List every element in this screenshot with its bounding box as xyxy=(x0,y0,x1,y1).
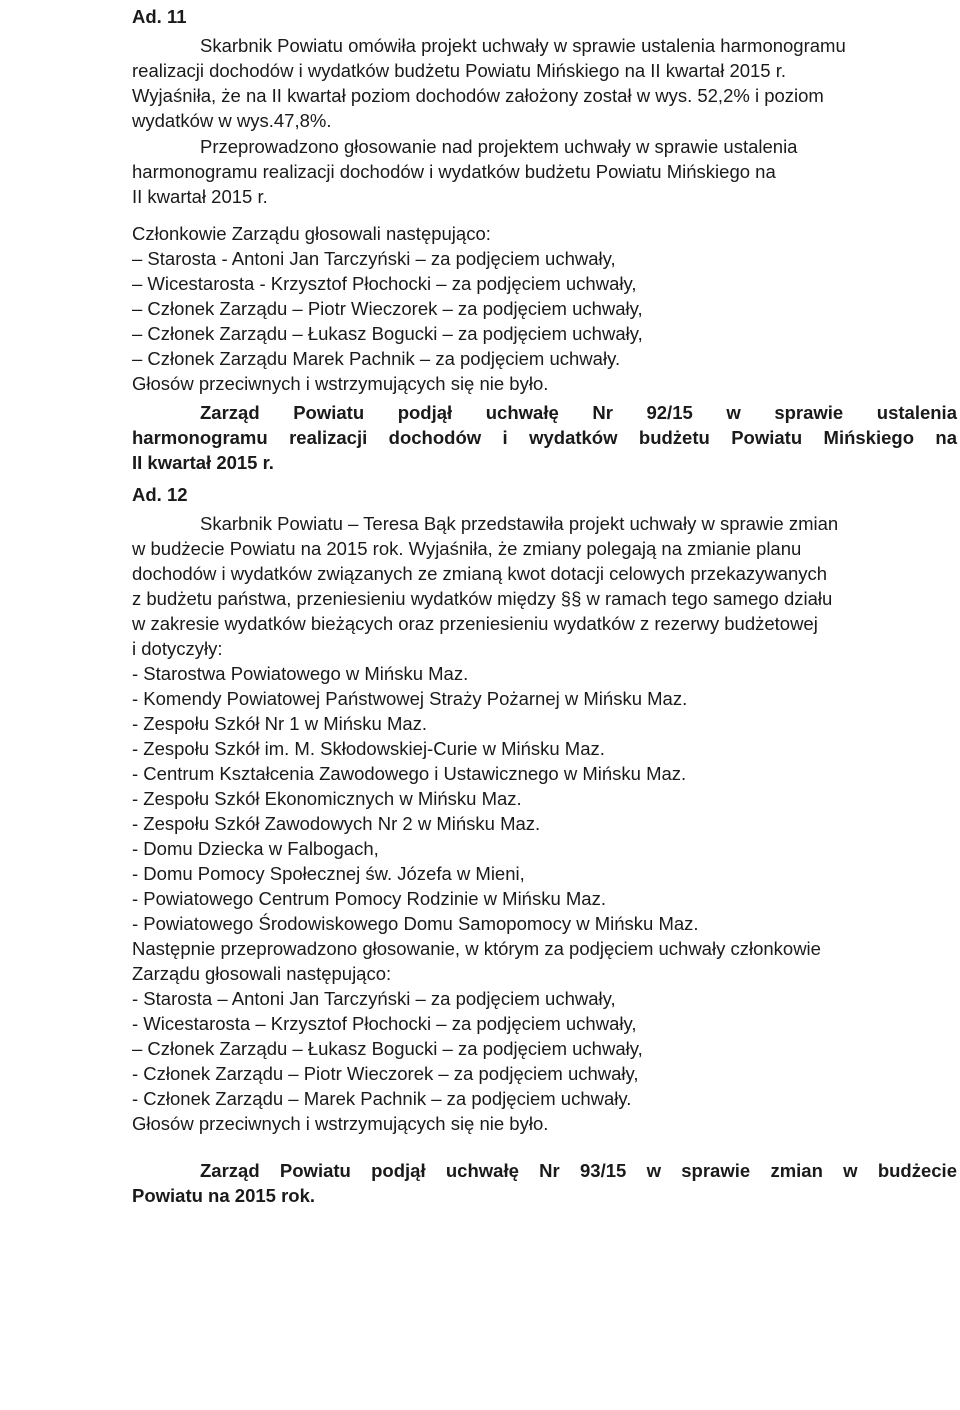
resolution-line: Zarząd Powiatu podjął uchwałę Nr 92/15 w sprawie ustalenia xyxy=(200,402,957,423)
unit-list-item: - Zespołu Szkół im. M. Skłodowskiej-Curie w Mińsku Maz. xyxy=(132,738,605,759)
unit-list-item: - Zespołu Szkół Nr 1 w Mińsku Maz. xyxy=(132,713,428,734)
unit-list-item: - Starostwa Powiatowego w Mińsku Maz. xyxy=(132,663,469,684)
paragraph-line: Przeprowadzono głosowanie nad projektem uchwały w sprawie ustalenia xyxy=(200,136,798,157)
section-heading-ad-11: Ad. 11 xyxy=(132,6,187,27)
paragraph-line: harmonogramu realizacji dochodów i wydatków budżetu Powiatu Mińskiego na xyxy=(132,161,776,182)
paragraph-line: wydatków w wys.47,8%. xyxy=(132,110,332,131)
vote-line: – Wicestarosta - Krzysztof Płochocki – za podjęciem uchwały, xyxy=(132,273,637,294)
vote-line: - Członek Zarządu – Piotr Wieczorek – za podjęciem uchwały, xyxy=(132,1063,639,1084)
resolution-line: harmonogramu realizacji dochodów i wydatków budżetu Powiatu Mińskiego na xyxy=(132,427,957,448)
unit-list-item: - Zespołu Szkół Ekonomicznych w Mińsku Maz. xyxy=(132,788,522,809)
vote-line: – Członek Zarządu – Łukasz Bogucki – za podjęciem uchwały, xyxy=(132,323,643,344)
no-against-votes: Głosów przeciwnych i wstrzymujących się nie było. xyxy=(132,373,549,394)
unit-list-item: - Zespołu Szkół Zawodowych Nr 2 w Mińsku Maz. xyxy=(132,813,541,834)
resolution-line: Zarząd Powiatu podjął uchwałę Nr 93/15 w sprawie zmian w budżecie xyxy=(200,1160,957,1181)
paragraph-line: Skarbnik Powiatu omówiła projekt uchwały w sprawie ustalenia harmonogramu xyxy=(200,35,846,56)
resolution-line: Powiatu na 2015 rok. xyxy=(132,1185,316,1206)
vote-intro-line: Następnie przeprowadzono głosowanie, w którym za podjęciem uchwały członkowie xyxy=(132,938,821,959)
paragraph-line: II kwartał 2015 r. xyxy=(132,186,268,207)
votes-intro: Członkowie Zarządu głosowali następująco: xyxy=(132,223,491,244)
paragraph-line: Skarbnik Powiatu – Teresa Bąk przedstawiła projekt uchwały w sprawie zmian xyxy=(200,513,839,534)
vote-line: – Starosta - Antoni Jan Tarczyński – za podjęciem uchwały, xyxy=(132,248,616,269)
paragraph-line: z budżetu państwa, przeniesieniu wydatków między §§ w ramach tego samego działu xyxy=(132,588,833,609)
unit-list-item: - Powiatowego Centrum Pomocy Rodzinie w Mińsku Maz. xyxy=(132,888,606,909)
unit-list-item: - Centrum Kształcenia Zawodowego i Ustawicznego w Mińsku Maz. xyxy=(132,763,687,784)
unit-list-item: - Domu Pomocy Społecznej św. Józefa w Mieni, xyxy=(132,863,525,884)
vote-line: – Członek Zarządu – Łukasz Bogucki – za podjęciem uchwały, xyxy=(132,1038,643,1059)
vote-line: - Wicestarosta – Krzysztof Płochocki – za podjęciem uchwały, xyxy=(132,1013,637,1034)
paragraph-line: Wyjaśniła, że na II kwartał poziom dochodów założony został w wys. 52,2% i poziom xyxy=(132,85,824,106)
paragraph-line: realizacji dochodów i wydatków budżetu Powiatu Mińskiego na II kwartał 2015 r. xyxy=(132,60,787,81)
no-against-votes: Głosów przeciwnych i wstrzymujących się nie było. xyxy=(132,1113,549,1134)
paragraph-line: w budżecie Powiatu na 2015 rok. Wyjaśniła, że zmiany polegają na zmianie planu xyxy=(132,538,802,559)
vote-line: – Członek Zarządu Marek Pachnik – za podjęciem uchwały. xyxy=(132,348,621,369)
paragraph-line: i dotyczyły: xyxy=(132,638,223,659)
vote-intro-line: Zarządu głosowali następująco: xyxy=(132,963,392,984)
paragraph-line: dochodów i wydatków związanych ze zmianą kwot dotacji celowych przekazywanych xyxy=(132,563,828,584)
unit-list-item: - Domu Dziecka w Falbogach, xyxy=(132,838,379,859)
vote-line: – Członek Zarządu – Piotr Wieczorek – za podjęciem uchwały, xyxy=(132,298,643,319)
unit-list-item: - Powiatowego Środowiskowego Domu Samopomocy w Mińsku Maz. xyxy=(132,913,699,934)
vote-line: - Starosta – Antoni Jan Tarczyński – za podjęciem uchwały, xyxy=(132,988,616,1009)
paragraph-line: w zakresie wydatków bieżących oraz przeniesieniu wydatków z rezerwy budżetowej xyxy=(132,613,818,634)
resolution-line: II kwartał 2015 r. xyxy=(132,452,274,473)
vote-line: - Członek Zarządu – Marek Pachnik – za podjęciem uchwały. xyxy=(132,1088,632,1109)
unit-list-item: - Komendy Powiatowej Państwowej Straży Pożarnej w Mińsku Maz. xyxy=(132,688,688,709)
section-heading-ad-12: Ad. 12 xyxy=(132,484,188,505)
